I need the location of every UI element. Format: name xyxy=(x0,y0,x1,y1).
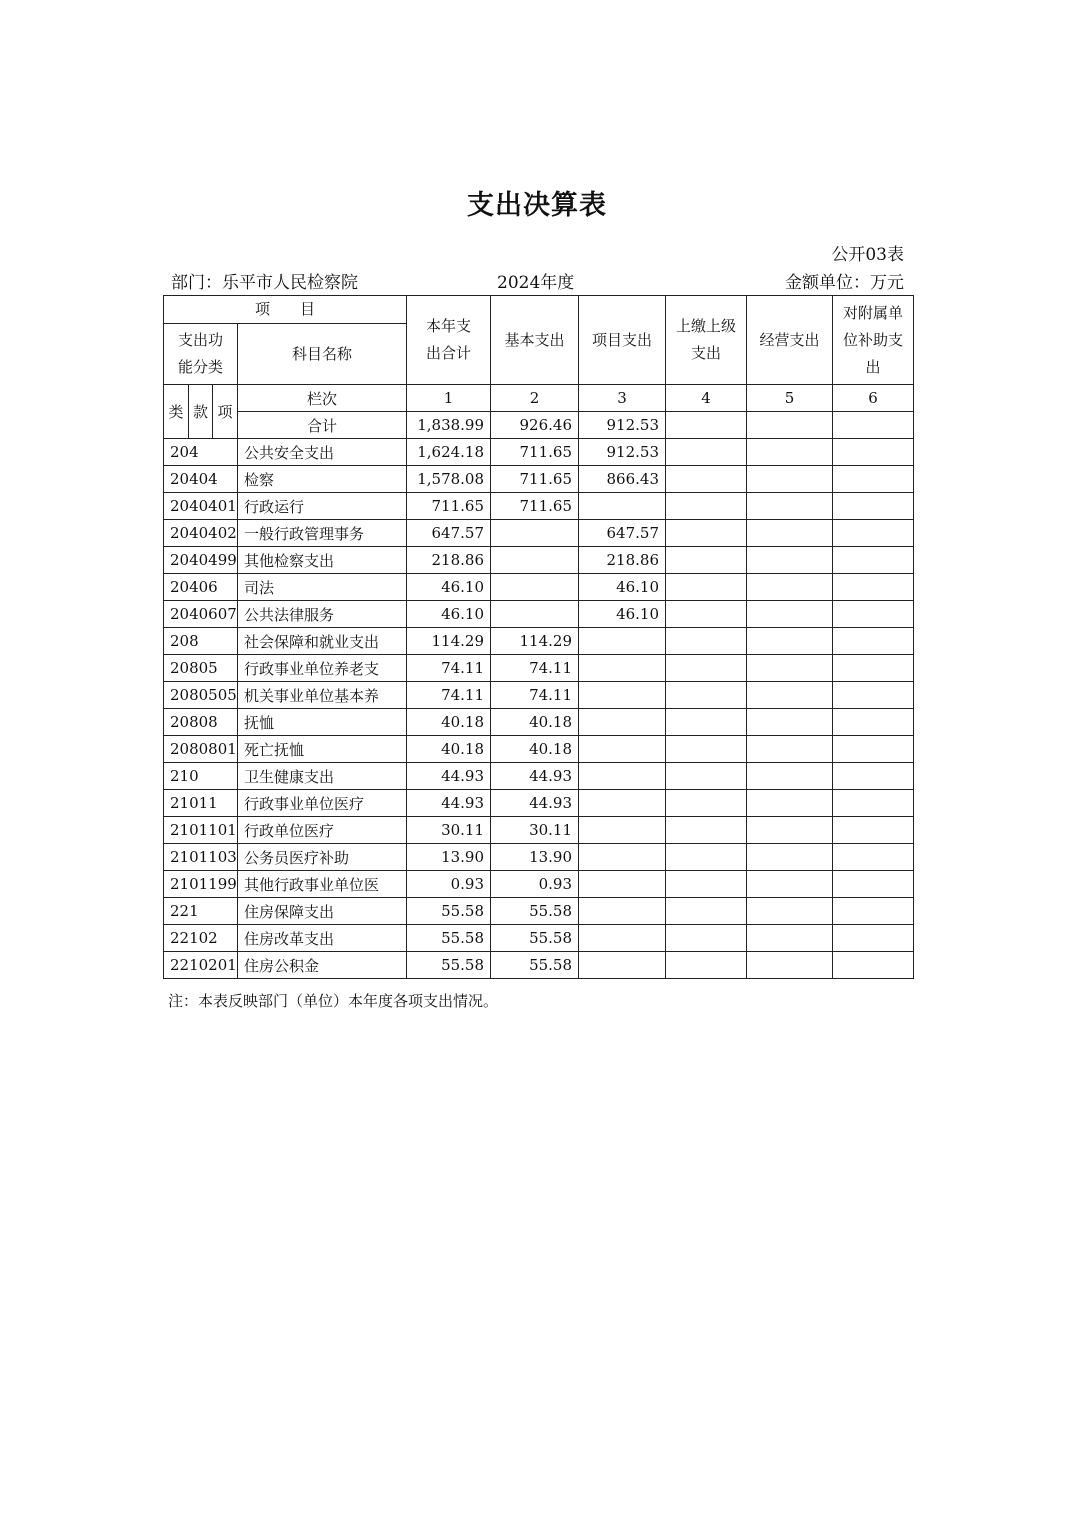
row-project xyxy=(579,682,666,709)
table-row xyxy=(164,439,914,466)
row-subject-name: 公共法律服务 xyxy=(238,601,407,628)
row-business xyxy=(747,952,833,979)
table-row xyxy=(164,574,914,601)
row-subject-name: 抚恤 xyxy=(238,709,407,736)
row-code: 21011 xyxy=(164,790,238,817)
row-subsidy xyxy=(833,952,914,979)
row-business xyxy=(747,655,833,682)
row-project xyxy=(579,790,666,817)
row-total: 74.11 xyxy=(407,682,491,709)
header-col-total: 本年支出合计 xyxy=(407,296,491,385)
row-total: 55.58 xyxy=(407,925,491,952)
row-code: 2040402 xyxy=(164,520,238,547)
row-subsidy xyxy=(833,547,914,574)
table-row xyxy=(164,952,914,979)
row-total: 40.18 xyxy=(407,736,491,763)
row-upper xyxy=(666,790,747,817)
row-subsidy xyxy=(833,763,914,790)
row-subject-name: 死亡抚恤 xyxy=(238,736,407,763)
row-basic: 74.11 xyxy=(491,655,579,682)
row-upper xyxy=(666,898,747,925)
row-total: 1,578.08 xyxy=(407,466,491,493)
row-basic: 74.11 xyxy=(491,682,579,709)
row-project: 912.53 xyxy=(579,439,666,466)
row-code: 210 xyxy=(164,763,238,790)
totals-total: 1,838.99 xyxy=(407,412,491,439)
row-code: 2040499 xyxy=(164,547,238,574)
row-project xyxy=(579,736,666,763)
row-code: 2080505 xyxy=(164,682,238,709)
row-code: 2040607 xyxy=(164,601,238,628)
row-subject-name: 公务员医疗补助 xyxy=(238,844,407,871)
row-code: 2101101 xyxy=(164,817,238,844)
row-subject-name: 司法 xyxy=(238,574,407,601)
header-item: 项 目 xyxy=(164,296,407,324)
row-project xyxy=(579,952,666,979)
row-subsidy xyxy=(833,682,914,709)
row-basic: 114.29 xyxy=(491,628,579,655)
header-col-upper: 上缴上级支出 xyxy=(666,296,747,385)
header-lanci: 栏次 xyxy=(238,385,407,412)
row-upper xyxy=(666,817,747,844)
header-col-business: 经营支出 xyxy=(747,296,833,385)
header-lei: 类 xyxy=(164,385,189,439)
row-total: 74.11 xyxy=(407,655,491,682)
row-subsidy xyxy=(833,925,914,952)
table-row xyxy=(164,736,914,763)
totals-subsidy xyxy=(833,412,914,439)
row-subsidy xyxy=(833,655,914,682)
row-business xyxy=(747,736,833,763)
table-row xyxy=(164,493,914,520)
row-project: 218.86 xyxy=(579,547,666,574)
row-basic: 55.58 xyxy=(491,925,579,952)
fiscal-year-label: 2024年度 xyxy=(497,273,575,293)
totals-upper xyxy=(666,412,747,439)
row-subsidy xyxy=(833,844,914,871)
row-subsidy xyxy=(833,736,914,763)
row-business xyxy=(747,574,833,601)
row-project xyxy=(579,898,666,925)
row-subsidy xyxy=(833,439,914,466)
row-upper xyxy=(666,925,747,952)
row-subject-name: 卫生健康支出 xyxy=(238,763,407,790)
row-total: 46.10 xyxy=(407,601,491,628)
row-upper xyxy=(666,520,747,547)
row-business xyxy=(747,790,833,817)
table-row xyxy=(164,709,914,736)
row-subject-name: 一般行政管理事务 xyxy=(238,520,407,547)
row-basic: 44.93 xyxy=(491,790,579,817)
row-basic: 30.11 xyxy=(491,817,579,844)
row-basic: 40.18 xyxy=(491,736,579,763)
row-business xyxy=(747,466,833,493)
row-total: 218.86 xyxy=(407,547,491,574)
totals-project: 912.53 xyxy=(579,412,666,439)
row-basic: 44.93 xyxy=(491,763,579,790)
row-project xyxy=(579,925,666,952)
row-upper xyxy=(666,628,747,655)
row-business xyxy=(747,709,833,736)
row-upper xyxy=(666,493,747,520)
table-row xyxy=(164,466,914,493)
row-basic: 711.65 xyxy=(491,466,579,493)
row-code: 20805 xyxy=(164,655,238,682)
row-project xyxy=(579,493,666,520)
row-upper xyxy=(666,736,747,763)
totals-basic: 926.46 xyxy=(491,412,579,439)
row-project xyxy=(579,709,666,736)
table-row xyxy=(164,844,914,871)
row-basic xyxy=(491,547,579,574)
amount-unit-label: 金额单位：万元 xyxy=(785,273,904,293)
header-xiang: 项 xyxy=(213,385,238,439)
table-row xyxy=(164,520,914,547)
header-col-basic: 基本支出 xyxy=(491,296,579,385)
row-subject-name: 行政运行 xyxy=(238,493,407,520)
totals-row xyxy=(164,412,914,439)
table-row xyxy=(164,898,914,925)
row-subject-name: 行政事业单位养老支 xyxy=(238,655,407,682)
row-subsidy xyxy=(833,817,914,844)
row-upper xyxy=(666,709,747,736)
row-subsidy xyxy=(833,628,914,655)
row-project xyxy=(579,844,666,871)
row-code: 22102 xyxy=(164,925,238,952)
row-code: 2040401 xyxy=(164,493,238,520)
footnote: 注：本表反映部门（单位）本年度各项支出情况。 xyxy=(168,992,499,1010)
row-total: 46.10 xyxy=(407,574,491,601)
row-subject-name: 公共安全支出 xyxy=(238,439,407,466)
row-subject-name: 机关事业单位基本养 xyxy=(238,682,407,709)
row-business xyxy=(747,493,833,520)
row-subject-name: 行政事业单位医疗 xyxy=(238,790,407,817)
header-subject-name: 科目名称 xyxy=(238,324,407,385)
header-col-subsidy: 对附属单位补助支出 xyxy=(833,296,914,385)
row-subsidy xyxy=(833,601,914,628)
row-total: 0.93 xyxy=(407,871,491,898)
row-basic: 711.65 xyxy=(491,493,579,520)
row-subject-name: 其他检察支出 xyxy=(238,547,407,574)
row-business xyxy=(747,844,833,871)
row-basic xyxy=(491,601,579,628)
col-number-4: 4 xyxy=(666,385,747,412)
row-subsidy xyxy=(833,574,914,601)
row-business xyxy=(747,871,833,898)
row-code: 20808 xyxy=(164,709,238,736)
row-code: 2101103 xyxy=(164,844,238,871)
row-subject-name: 社会保障和就业支出 xyxy=(238,628,407,655)
row-code: 221 xyxy=(164,898,238,925)
row-code: 204 xyxy=(164,439,238,466)
table-row xyxy=(164,817,914,844)
form-number: 公开03表 xyxy=(831,245,904,265)
table-row xyxy=(164,790,914,817)
row-total: 44.93 xyxy=(407,763,491,790)
row-basic: 0.93 xyxy=(491,871,579,898)
row-business xyxy=(747,817,833,844)
col-number-6: 6 xyxy=(833,385,914,412)
row-business xyxy=(747,520,833,547)
row-business xyxy=(747,898,833,925)
row-subject-name: 住房公积金 xyxy=(238,952,407,979)
row-total: 30.11 xyxy=(407,817,491,844)
table-row xyxy=(164,682,914,709)
table-row xyxy=(164,763,914,790)
row-basic: 40.18 xyxy=(491,709,579,736)
col-number-2: 2 xyxy=(491,385,579,412)
row-project xyxy=(579,817,666,844)
col-number-5: 5 xyxy=(747,385,833,412)
row-total: 44.93 xyxy=(407,790,491,817)
row-upper xyxy=(666,763,747,790)
row-upper xyxy=(666,547,747,574)
row-upper xyxy=(666,844,747,871)
row-total: 13.90 xyxy=(407,844,491,871)
row-upper xyxy=(666,871,747,898)
row-subsidy xyxy=(833,520,914,547)
row-code: 20404 xyxy=(164,466,238,493)
row-upper xyxy=(666,439,747,466)
row-upper xyxy=(666,466,747,493)
row-project xyxy=(579,763,666,790)
row-subsidy xyxy=(833,898,914,925)
row-project xyxy=(579,655,666,682)
row-basic: 55.58 xyxy=(491,898,579,925)
row-subsidy xyxy=(833,871,914,898)
header-kuan: 款 xyxy=(189,385,213,439)
row-business xyxy=(747,601,833,628)
row-subject-name: 行政单位医疗 xyxy=(238,817,407,844)
totals-business xyxy=(747,412,833,439)
row-basic xyxy=(491,520,579,547)
row-code: 2080801 xyxy=(164,736,238,763)
row-subject-name: 住房保障支出 xyxy=(238,898,407,925)
header-func-class: 支出功能分类 xyxy=(164,324,238,385)
row-total: 1,624.18 xyxy=(407,439,491,466)
row-upper xyxy=(666,682,747,709)
table-row xyxy=(164,655,914,682)
row-upper xyxy=(666,574,747,601)
row-total: 40.18 xyxy=(407,709,491,736)
row-subsidy xyxy=(833,709,914,736)
department-label: 部门：乐平市人民检察院 xyxy=(171,273,358,293)
header-col-project: 项目支出 xyxy=(579,296,666,385)
row-project xyxy=(579,628,666,655)
row-code: 2101199 xyxy=(164,871,238,898)
row-business xyxy=(747,628,833,655)
row-business xyxy=(747,439,833,466)
row-total: 711.65 xyxy=(407,493,491,520)
row-project: 647.57 xyxy=(579,520,666,547)
table-row xyxy=(164,601,914,628)
row-total: 647.57 xyxy=(407,520,491,547)
page-title: 支出决算表 xyxy=(467,190,607,221)
row-basic: 55.58 xyxy=(491,952,579,979)
row-total: 55.58 xyxy=(407,898,491,925)
row-subsidy xyxy=(833,466,914,493)
row-business xyxy=(747,547,833,574)
row-business xyxy=(747,763,833,790)
row-project xyxy=(579,871,666,898)
row-code: 20406 xyxy=(164,574,238,601)
row-subject-name: 检察 xyxy=(238,466,407,493)
totals-label: 合计 xyxy=(238,412,407,439)
row-basic xyxy=(491,574,579,601)
row-total: 55.58 xyxy=(407,952,491,979)
table-row xyxy=(164,925,914,952)
row-basic: 711.65 xyxy=(491,439,579,466)
row-upper xyxy=(666,601,747,628)
row-business xyxy=(747,925,833,952)
row-subject-name: 其他行政事业单位医 xyxy=(238,871,407,898)
row-total: 114.29 xyxy=(407,628,491,655)
row-subject-name: 住房改革支出 xyxy=(238,925,407,952)
row-project: 866.43 xyxy=(579,466,666,493)
table-row xyxy=(164,628,914,655)
row-upper xyxy=(666,655,747,682)
row-basic: 13.90 xyxy=(491,844,579,871)
row-business xyxy=(747,682,833,709)
expenditure-table xyxy=(163,295,914,979)
table-row xyxy=(164,871,914,898)
row-project: 46.10 xyxy=(579,601,666,628)
row-code: 2210201 xyxy=(164,952,238,979)
row-upper xyxy=(666,952,747,979)
row-code: 208 xyxy=(164,628,238,655)
table-row xyxy=(164,547,914,574)
col-number-1: 1 xyxy=(407,385,491,412)
row-subsidy xyxy=(833,493,914,520)
row-project: 46.10 xyxy=(579,574,666,601)
col-number-3: 3 xyxy=(579,385,666,412)
row-subsidy xyxy=(833,790,914,817)
